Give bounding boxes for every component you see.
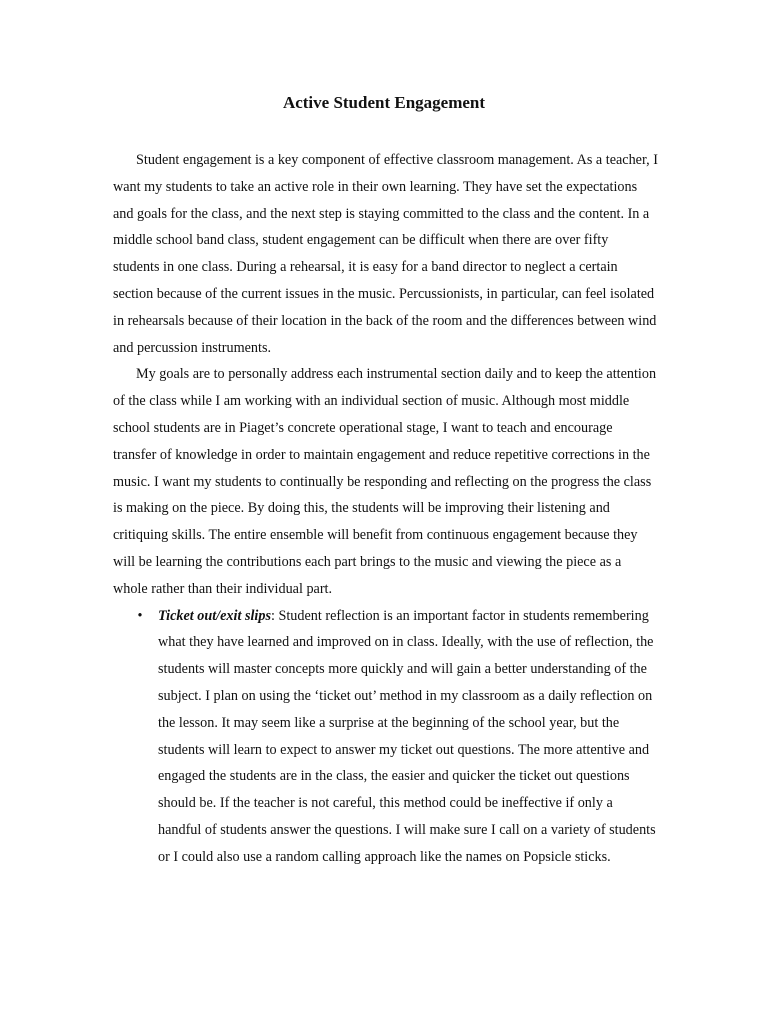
page-title: Active Student Engagement bbox=[282, 93, 486, 112]
list-item bbox=[137, 603, 658, 871]
document-body bbox=[113, 147, 658, 871]
list-item-lead: Ticket out/exit slips bbox=[158, 607, 271, 624]
strategy-list bbox=[113, 603, 658, 871]
bullet-icon: • bbox=[137, 607, 143, 624]
list-item-text: : Student reflection is an important factor in students remembering what they have learned and improved on in class. Ideally, with the use of reflection, the students will master concepts more quickly and will gain a better understanding of the subject. I plan on using the ‘ticket out’ method in my classroom as a daily reflection on the lesson. It may seem like a surprise at the beginning of the school year, but the students will learn to expect to answer my ticket out questions. The more attentive and engaged the students are in the class, the easier and quicker the ticket out questions should be. If the teacher is not careful, this method could be ineffective if only a handful of students answer the questions. I will make sure I call on a variety of students or I could also use a random calling approach like the names on Popsicle sticks. bbox=[158, 607, 656, 865]
paragraph-goals: My goals are to personally address each instrumental section daily and to keep the attention of the class while I am working with an individual section of music. Although most middle school students are in Piaget’s concrete operational stage, I want to teach and encourage transfer of knowledge in order to maintain engagement and reduce repetitive corrections in the music. I want my students to continually be responding and reflecting on the progress the class is making on the piece. By doing this, the students will be improving their listening and critiquing skills. The entire ensemble will benefit from continuous engagement because they will be learning the contributions each part brings to the music and viewing the piece as a whole rather than their individual part. bbox=[113, 366, 657, 597]
paragraph-intro: Student engagement is a key component of effective classroom management. As a teacher, I want my students to take an active role in their own learning. They have set the expectations and goals for the class, and the next step is staying committed to the class and the content. In a middle school band class, student engagement can be difficult when there are over fifty students in one class. During a rehearsal, it is easy for a band director to neglect a certain section because of the current issues in the music. Percussionists, in particular, can feel isolated in rehearsals because of their location in the back of the room and the differences between wind and percussion instruments. bbox=[113, 152, 658, 356]
